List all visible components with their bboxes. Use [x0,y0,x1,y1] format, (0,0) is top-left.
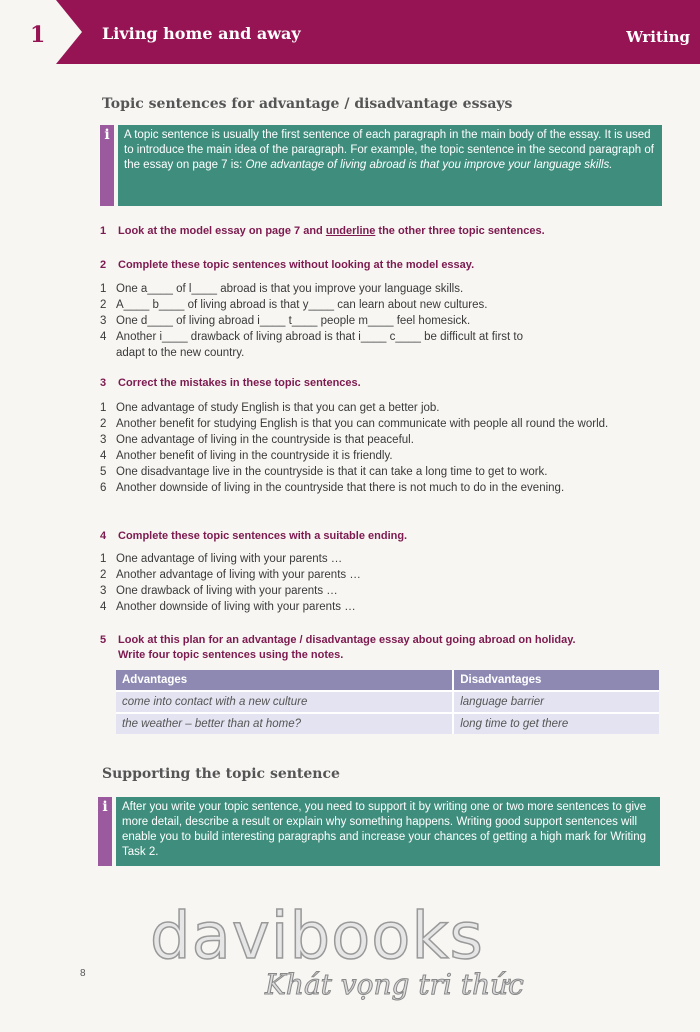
question-3: 3 Correct the mistakes in these topic sentences. [100,377,361,389]
plan-table [116,670,659,734]
list-item: 1 One advantage of living with your parents … [100,553,343,565]
list-item: 3 One d____ of living abroad i____ t____ people m____ feel homesick. [100,315,471,327]
list-item: 3 One drawback of living with your parents … [100,585,338,597]
list-item: 3 One advantage of living in the countryside is that peaceful. [100,434,414,446]
section-label: Writing [626,28,690,46]
info-box [100,125,662,206]
column-header: Disadvantages [453,670,659,691]
info-text: A topic sentence is usually the first sentence of each paragraph in the main body of the essay. It is used to introduce the main idea of the paragraph. For example, the topic sentence in the second paragraph of the essay on page 7 is: One advantage of living abroad is that you improve your language skills. [118,125,662,206]
info-text: After you write your topic sentence, you need to support it by writing one or two more sentences to give more detail, describe a result or explain why something happens. Writing good support sentences will enable you to build interesting paragraphs and increase your chances of getting a high mark for Writing Task 2. [116,797,660,866]
list-item: 4 Another benefit of living in the countryside it is friendly. [100,450,393,462]
list-item: 2 Another benefit for studying English is that you can communicate with people all round the world. [100,418,609,430]
table-row: come into contact with a new culture language barrier [116,691,659,713]
section-heading: Supporting the topic sentence [102,766,340,782]
list-item: 2 Another advantage of living with your parents … [100,569,361,581]
list-item: 1 One advantage of study English is that you can get a better job. [100,402,440,414]
page-number: 8 [80,968,86,979]
question-4-list [100,551,620,615]
question-2: 2 Complete these topic sentences without looking at the model essay. [100,259,475,271]
unit-number: 1 [30,22,46,48]
watermark-subtitle: Khát vọng tri thức [265,968,524,1001]
table-row: the weather – better than at home? long time to get there [116,713,659,734]
list-item: 1 One a____ of l____ abroad is that you improve your language skills. [100,283,464,295]
question-1: 1 Look at the model essay on page 7 and underline the other three topic sentences. [100,225,545,237]
watermark: davibooks [150,900,484,974]
info-box [98,797,660,866]
question-5: 5 Look at this plan for an advantage / disadvantage essay about going abroad on holiday. Write four topic sentences using the notes. [100,634,576,661]
section-heading: Topic sentences for advantage / disadvantage essays [102,96,513,112]
question-2-list [100,281,540,361]
list-item: 2 A____ b____ of living abroad is that y____ can learn about new cultures. [100,299,488,311]
info-icon: i [98,797,112,866]
list-item: 5 One disadvantage live in the countryside is that it can take a long time to get to work. [100,466,548,478]
info-icon: i [100,125,114,206]
list-item: 6 Another downside of living in the countryside that there is not much to do in the evening. [100,482,565,494]
list-item: 4 Another i____ drawback of living abroad is that i____ c____ be difficult at first to adapt to the new country. [100,331,524,359]
column-header: Advantages [116,670,453,691]
chapter-title: Living home and away [102,24,301,43]
list-item: 4 Another downside of living with your parents … [100,601,356,613]
question-3-list [100,400,610,496]
question-4: 4 Complete these topic sentences with a suitable ending. [100,530,408,542]
